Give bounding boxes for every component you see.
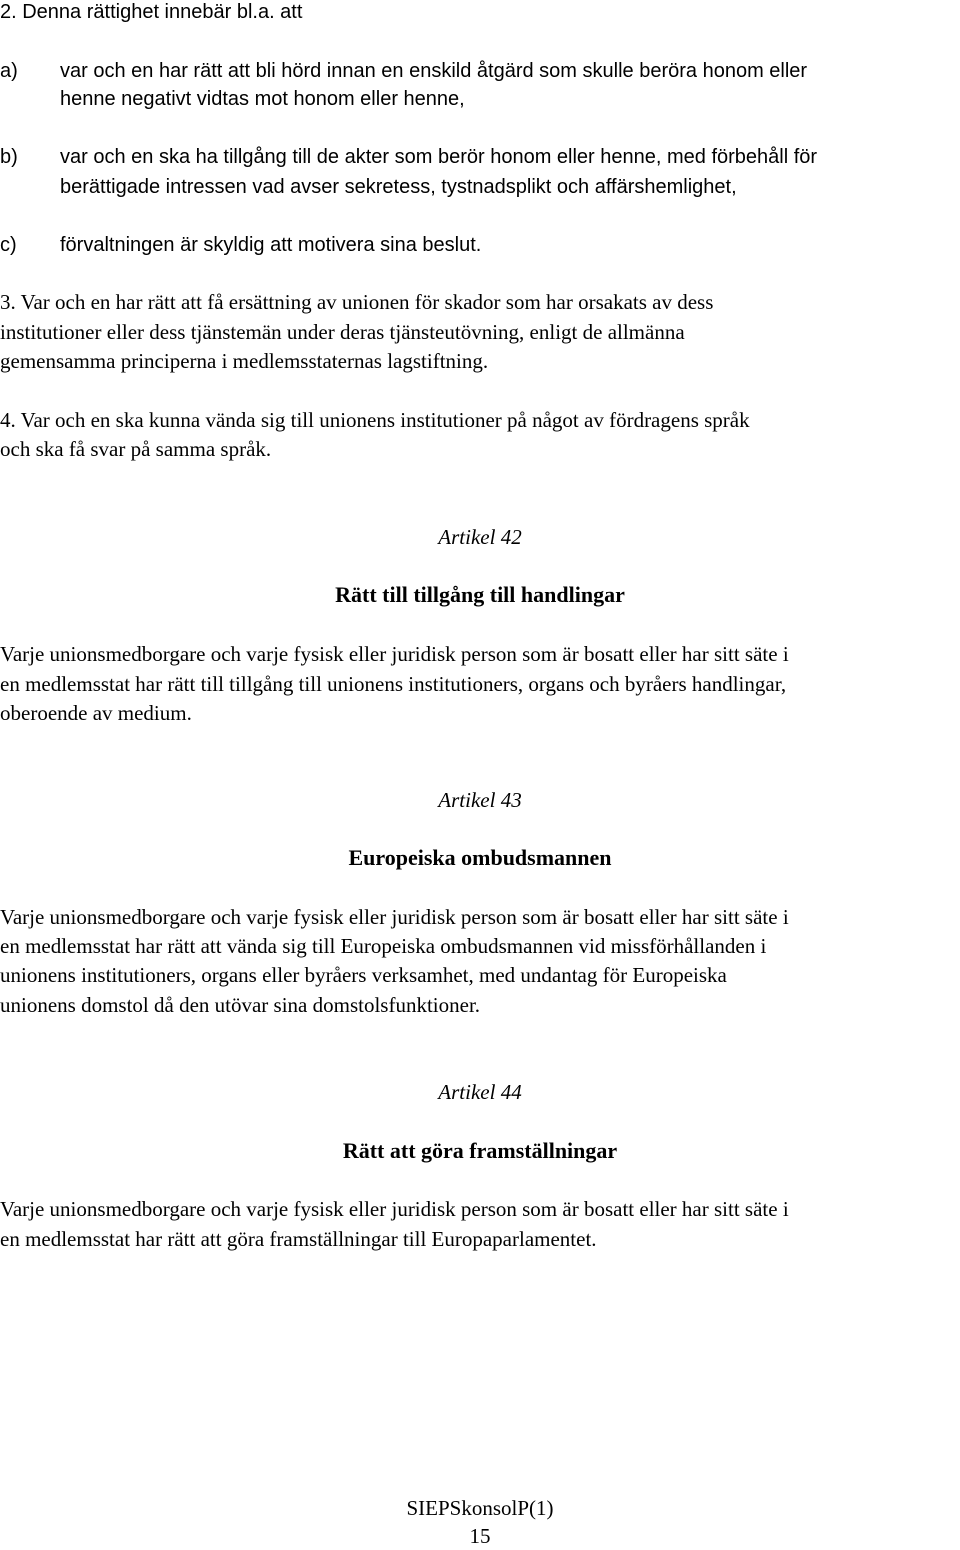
item-b-line-2: berättigade intressen vad avser sekretess, tystnadsplikt och affärshemlighet, [60,176,737,198]
section-3-line-3: gemensamma principerna i medlemsstaternas lagstiftning. [0,349,489,373]
item-b-label: b) [0,146,18,168]
item-c-line-1: förvaltningen är skyldig att motivera sina beslut. [60,234,482,256]
article-42-number: Artikel 42 [438,525,522,549]
article-43-line-3: unionens institutioners, organs eller byråers verksamhet, med undantag för Europeiska [0,963,727,987]
article-43-line-1: Varje unionsmedborgare och varje fysisk eller juridisk person som är bosatt eller har sitt säte i [0,905,789,929]
item-b-line-1: var och en ska ha tillgång till de akter som berör honom eller henne, med förbehåll för [60,146,818,168]
section-3-line-1: 3. Var och en har rätt att få ersättning av unionen för skador som har orsakats av dess [0,290,714,314]
item-a-label: a) [0,60,18,82]
page-number: 15 [469,1524,491,1548]
article-42-line-3: oberoende av medium. [0,701,192,725]
section-4-line-1: 4. Var och en ska kunna vända sig till unionens institutioner på något av fördragens språk [0,408,750,432]
section-2-intro: 2. Denna rättighet innebär bl.a. att [0,1,303,23]
article-42-line-1: Varje unionsmedborgare och varje fysisk eller juridisk person som är bosatt eller har sitt säte i [0,642,789,666]
article-43-line-2: en medlemsstat har rätt att vända sig till Europeiska ombudsmannen vid missförhållanden i [0,934,767,958]
item-a-line-2: henne negativt vidtas mot honom eller henne, [60,88,465,110]
article-42-title: Rätt till tillgång till handlingar [335,582,625,607]
article-43-number: Artikel 43 [438,788,522,812]
article-44-line-1: Varje unionsmedborgare och varje fysisk eller juridisk person som är bosatt eller har sitt säte i [0,1197,789,1221]
item-a-line-1: var och en har rätt att bli hörd innan en enskild åtgärd som skulle beröra honom eller [60,60,808,82]
item-c-label: c) [0,234,17,256]
footer-doc-code: SIEPSkonsolP(1) [406,1496,554,1520]
section-4-line-2: och ska få svar på samma språk. [0,437,272,461]
article-44-number: Artikel 44 [438,1080,522,1104]
section-3-line-2: institutioner eller dess tjänstemän under deras tjänsteutövning, enligt de allmänna [0,320,685,344]
article-42-line-2: en medlemsstat har rätt till tillgång till unionens institutioners, organs och byråers handlingar, [0,672,787,696]
article-43-line-4: unionens domstol då den utövar sina domstolsfunktioner. [0,993,481,1017]
article-43-title: Europeiska ombudsmannen [348,845,612,870]
article-44-line-2: en medlemsstat har rätt att göra framställningar till Europaparlamentet. [0,1227,597,1251]
article-44-title: Rätt att göra framställningar [342,1138,618,1163]
